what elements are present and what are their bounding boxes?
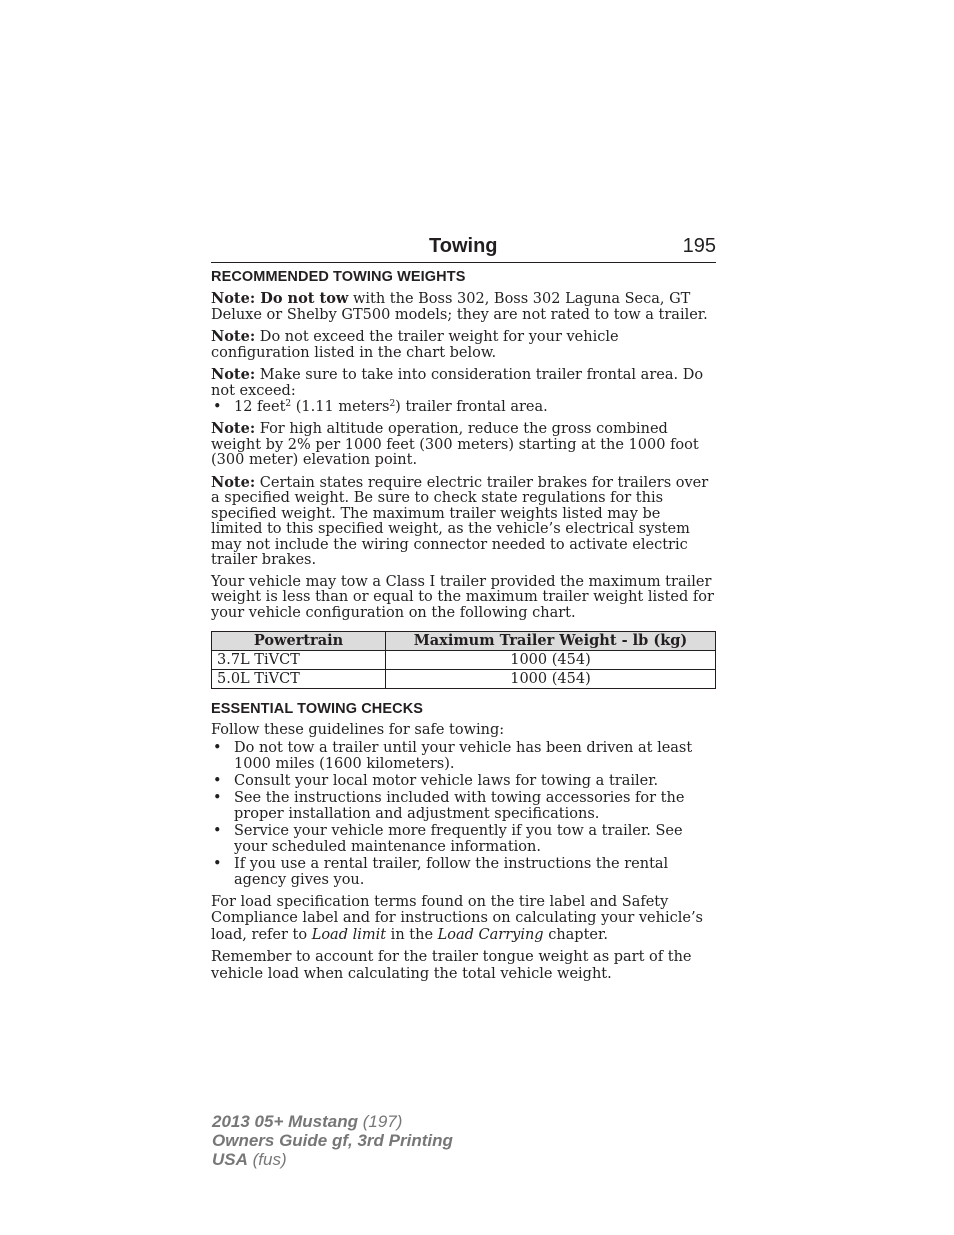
note-text: Do not exceed the trailer weight for your vehicle configuration listed in the chart below.: [211, 329, 619, 361]
footer-line: [212, 1112, 453, 1131]
page-header: [211, 228, 716, 263]
table-row: [212, 670, 716, 689]
paragraph-load-specification: [211, 894, 716, 944]
cross-reference-load-carrying: Load Carrying: [437, 926, 544, 943]
paragraph-text: chapter.: [543, 926, 608, 943]
list-item: [211, 399, 716, 415]
list-item: • See the instructions included with towing accessories for the proper installation and adjustment specifications.: [211, 790, 716, 822]
note-electric-brakes: [211, 475, 716, 569]
note-text: Make sure to take into consideration trailer frontal area. Do not exceed:: [211, 367, 704, 399]
section-heading-recommended-towing-weights: RECOMMENDED TOWING WEIGHTS: [211, 269, 466, 285]
paragraph-text: in the: [386, 926, 438, 943]
note-text: with the Boss 302, Boss 302 Laguna Seca, GT Deluxe or Shelby GT500 models; they are not rated to tow a trailer.: [211, 291, 708, 323]
page-title: Towing: [429, 235, 498, 257]
paragraph-text: For load specification terms found on the tire label and Safety Compliance label and for instructions on calculating your vehicle’s load, refer to: [211, 893, 704, 943]
table-cell-weight: 1000 (454): [386, 651, 716, 670]
page-footer: [212, 1112, 453, 1169]
note-trailer-weight: [211, 329, 716, 361]
footer-line: [212, 1150, 453, 1169]
list-item: • Service your vehicle more frequently if you tow a trailer. See your scheduled maintenance information.: [211, 823, 716, 855]
note-label: Note:: [211, 366, 256, 383]
note-high-altitude: [211, 421, 716, 469]
list-item: • If you use a rental trailer, follow the instructions the rental agency gives you.: [211, 856, 716, 888]
superscript: 2: [285, 399, 292, 409]
frontal-area-list: [211, 399, 716, 415]
note-label: Note: Do not tow: [211, 290, 349, 307]
list-item: • Do not tow a trailer until your vehicle has been driven at least 1000 miles (1600 kilometers).: [211, 740, 716, 772]
footer-code: (197): [358, 1112, 403, 1131]
note-label: Note:: [211, 328, 256, 345]
note-label: Note:: [211, 473, 256, 491]
page-content: [211, 228, 716, 988]
footer-region: USA: [212, 1150, 248, 1169]
column-header-max-weight: Maximum Trailer Weight - lb (kg): [386, 632, 716, 651]
trailer-weight-table: [211, 631, 716, 689]
note-text: Certain states require electric trailer brakes for trailers over a specified weight. Be sure to check state regulations for this specified weight. The maximum trailer weights listed may be limited to this specified weight, as the vehicle’s electrical system may not include the wiring connector needed to activate electric trailer brakes.: [211, 474, 709, 568]
bullet-text: ) trailer frontal area.: [395, 399, 548, 415]
table-cell-powertrain: 3.7L TiVCT: [212, 651, 386, 670]
paragraph-tongue-weight: Remember to account for the trailer tongue weight as part of the vehicle load when calculating the total vehicle weight.: [211, 949, 692, 982]
bullet-text: (1.11 meters: [291, 399, 390, 415]
superscript: 2: [389, 399, 396, 409]
table-cell-powertrain: 5.0L TiVCT: [212, 670, 386, 689]
table-header-row: [212, 632, 716, 651]
footer-code: (fus): [247, 1150, 287, 1169]
paragraph-guidelines-intro: Follow these guidelines for safe towing:: [211, 722, 505, 738]
note-text: For high altitude operation, reduce the gross combined weight by 2% per 1000 feet (300 meters) starting at the 1000 foot (300 meter) elevation point.: [211, 421, 699, 468]
footer-model: 2013 05+ Mustang: [212, 1112, 358, 1131]
column-header-powertrain: Powertrain: [212, 632, 386, 651]
footer-guide: Owners Guide gf, 3rd Printing: [212, 1131, 453, 1150]
cross-reference-load-limit: Load limit: [311, 926, 387, 943]
page-number: 195: [682, 235, 716, 257]
footer-line: [212, 1131, 453, 1150]
note-frontal-area: [211, 367, 716, 399]
towing-checks-list: [211, 740, 716, 888]
section-heading-essential-towing-checks: ESSENTIAL TOWING CHECKS: [211, 701, 424, 717]
note-label: Note:: [211, 420, 256, 437]
note-do-not-tow: [211, 291, 716, 323]
bullet-text: 12 feet: [234, 399, 286, 415]
paragraph-class-i-trailer: Your vehicle may tow a Class I trailer provided the maximum trailer weight is less than or equal to the maximum trailer weight listed for your vehicle configuration on the following chart.: [211, 573, 714, 621]
table-cell-weight: 1000 (454): [386, 670, 716, 689]
list-item: • Consult your local motor vehicle laws for towing a trailer.: [211, 773, 716, 789]
table-row: [212, 651, 716, 670]
